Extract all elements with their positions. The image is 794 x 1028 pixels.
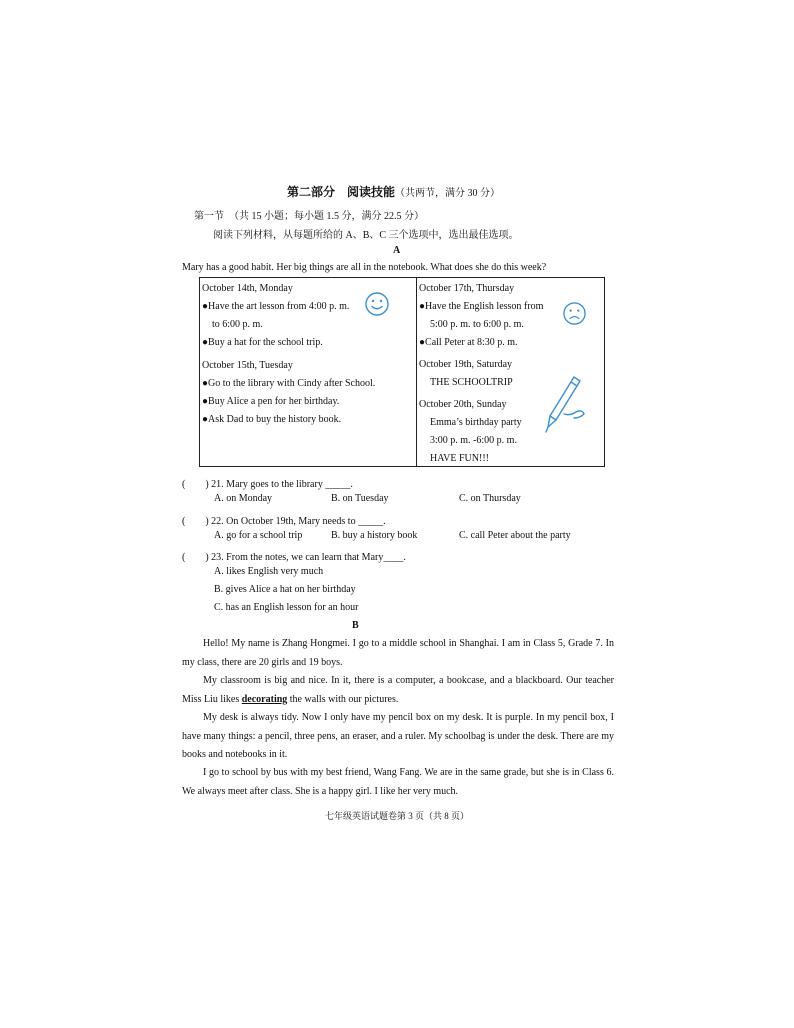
right-item-3a: Emma’s birthday party	[430, 417, 522, 428]
right-item-3c: HAVE FUN!!!	[430, 453, 489, 464]
sad-face-icon	[562, 301, 587, 326]
right-item-2a: THE SCHOOLTRIP	[430, 377, 513, 388]
right-date-3: October 20th, Sunday	[419, 399, 507, 410]
notebook-divider	[416, 278, 417, 466]
option-a[interactable]: A. on Monday	[214, 493, 273, 504]
right-item-1a: ●Have the English lesson from	[419, 301, 544, 312]
answer-blank[interactable]: ( )	[182, 479, 209, 490]
option-c[interactable]: C. on Thursday	[459, 493, 521, 504]
part-info: （共两节，满分 30 分）	[395, 188, 501, 199]
instruction: 阅读下列材料，从每题所给的 A、B、C 三个选项中，选出最佳选项。	[213, 230, 519, 241]
question-stem: 21. Mary goes to the library _____.	[211, 479, 353, 490]
section-title: 第一节 （共 15 小题；每小题 1.5 分，满分 22.5 分）	[194, 211, 424, 222]
question-22	[182, 512, 386, 527]
part-title: 第二部分 阅读技能	[287, 185, 396, 199]
left-date-1: October 14th, Monday	[202, 283, 293, 294]
page-footer: 七年级英语试题卷第 3 页（共 8 页）	[325, 811, 470, 821]
left-item-1a: ●Have the art lesson from 4:00 p. m.	[202, 301, 350, 312]
right-date-1: October 17th, Thursday	[419, 283, 515, 294]
option-a[interactable]: A. go for a school trip	[214, 530, 303, 541]
left-item-1b: ●Buy a hat for the school trip.	[202, 337, 323, 348]
option-a[interactable]: A. likes English very much	[214, 566, 324, 577]
question-23	[182, 548, 406, 563]
right-date-2: October 19th, Saturday	[419, 359, 513, 370]
question-stem: 22. On October 19th, Mary needs to _____.	[211, 516, 386, 527]
part-heading	[287, 183, 500, 201]
paragraph-2-before: My classroom is big and nice. In it, there is a computer, a bookcase, and a blackboard. Our teacher Miss Liu likes	[182, 675, 614, 705]
passage-a-label: A	[393, 245, 401, 256]
passage-a-intro: Mary has a good habit. Her big things are all in the notebook. What does she do this week?	[182, 262, 547, 273]
left-date-2: October 15th, Tuesday	[202, 360, 293, 371]
passage-b-paragraph-2	[182, 672, 614, 709]
passage-b-label: B	[352, 620, 359, 631]
question-stem: 23. From the notes, we can learn that Mary____.	[211, 552, 406, 563]
left-item-2a: ●Go to the library with Cindy after School.	[202, 378, 376, 389]
passage-b-paragraph-1: Hello! My name is Zhang Hongmei. I go to a middle school in Shanghai. I am in Class 5, Grade 7. In my class, there are 20 girls and 19 boys.	[182, 638, 614, 668]
left-item-2b: ●Buy Alice a pen for her birthday.	[202, 396, 340, 407]
right-item-3b: 3:00 p. m. -6:00 p. m.	[430, 435, 517, 446]
notebook-table	[199, 277, 605, 467]
answer-blank[interactable]: ( )	[182, 552, 209, 563]
right-item-1b: ●Call Peter at 8:30 p. m.	[419, 337, 518, 348]
pen-icon	[540, 374, 590, 436]
passage-b-paragraph-4: I go to school by bus with my best friend, Wang Fang. We are in the same grade, but she is in Class 6. We always meet after class. She is a happy girl. I like her very much.	[182, 767, 614, 797]
underlined-word: decorating	[241, 693, 288, 705]
option-c[interactable]: C. call Peter about the party	[459, 530, 571, 541]
option-b[interactable]: B. buy a history book	[331, 530, 418, 541]
smiley-face-icon	[364, 291, 390, 317]
answer-blank[interactable]: ( )	[182, 516, 209, 527]
left-item-1a-cont: to 6:00 p. m.	[212, 319, 263, 330]
option-c[interactable]: C. has an English lesson for an hour	[214, 602, 359, 613]
option-b[interactable]: B. gives Alice a hat on her birthday	[214, 584, 356, 595]
paragraph-2-after: the walls with our pictures.	[287, 693, 399, 705]
question-21	[182, 475, 353, 490]
option-b[interactable]: B. on Tuesday	[331, 493, 389, 504]
passage-b-paragraph-3: My desk is always tidy. Now I only have my pencil box on my desk. It is purple. In my pencil box, I have many things: a pencil, three pens, an eraser, and a ruler. My schoolbag is under the desk. There are my books and notebooks in it.	[182, 712, 614, 760]
right-item-1a-cont: 5:00 p. m. to 6:00 p. m.	[430, 319, 524, 330]
left-item-2c: ●Ask Dad to buy the history book.	[202, 414, 342, 425]
